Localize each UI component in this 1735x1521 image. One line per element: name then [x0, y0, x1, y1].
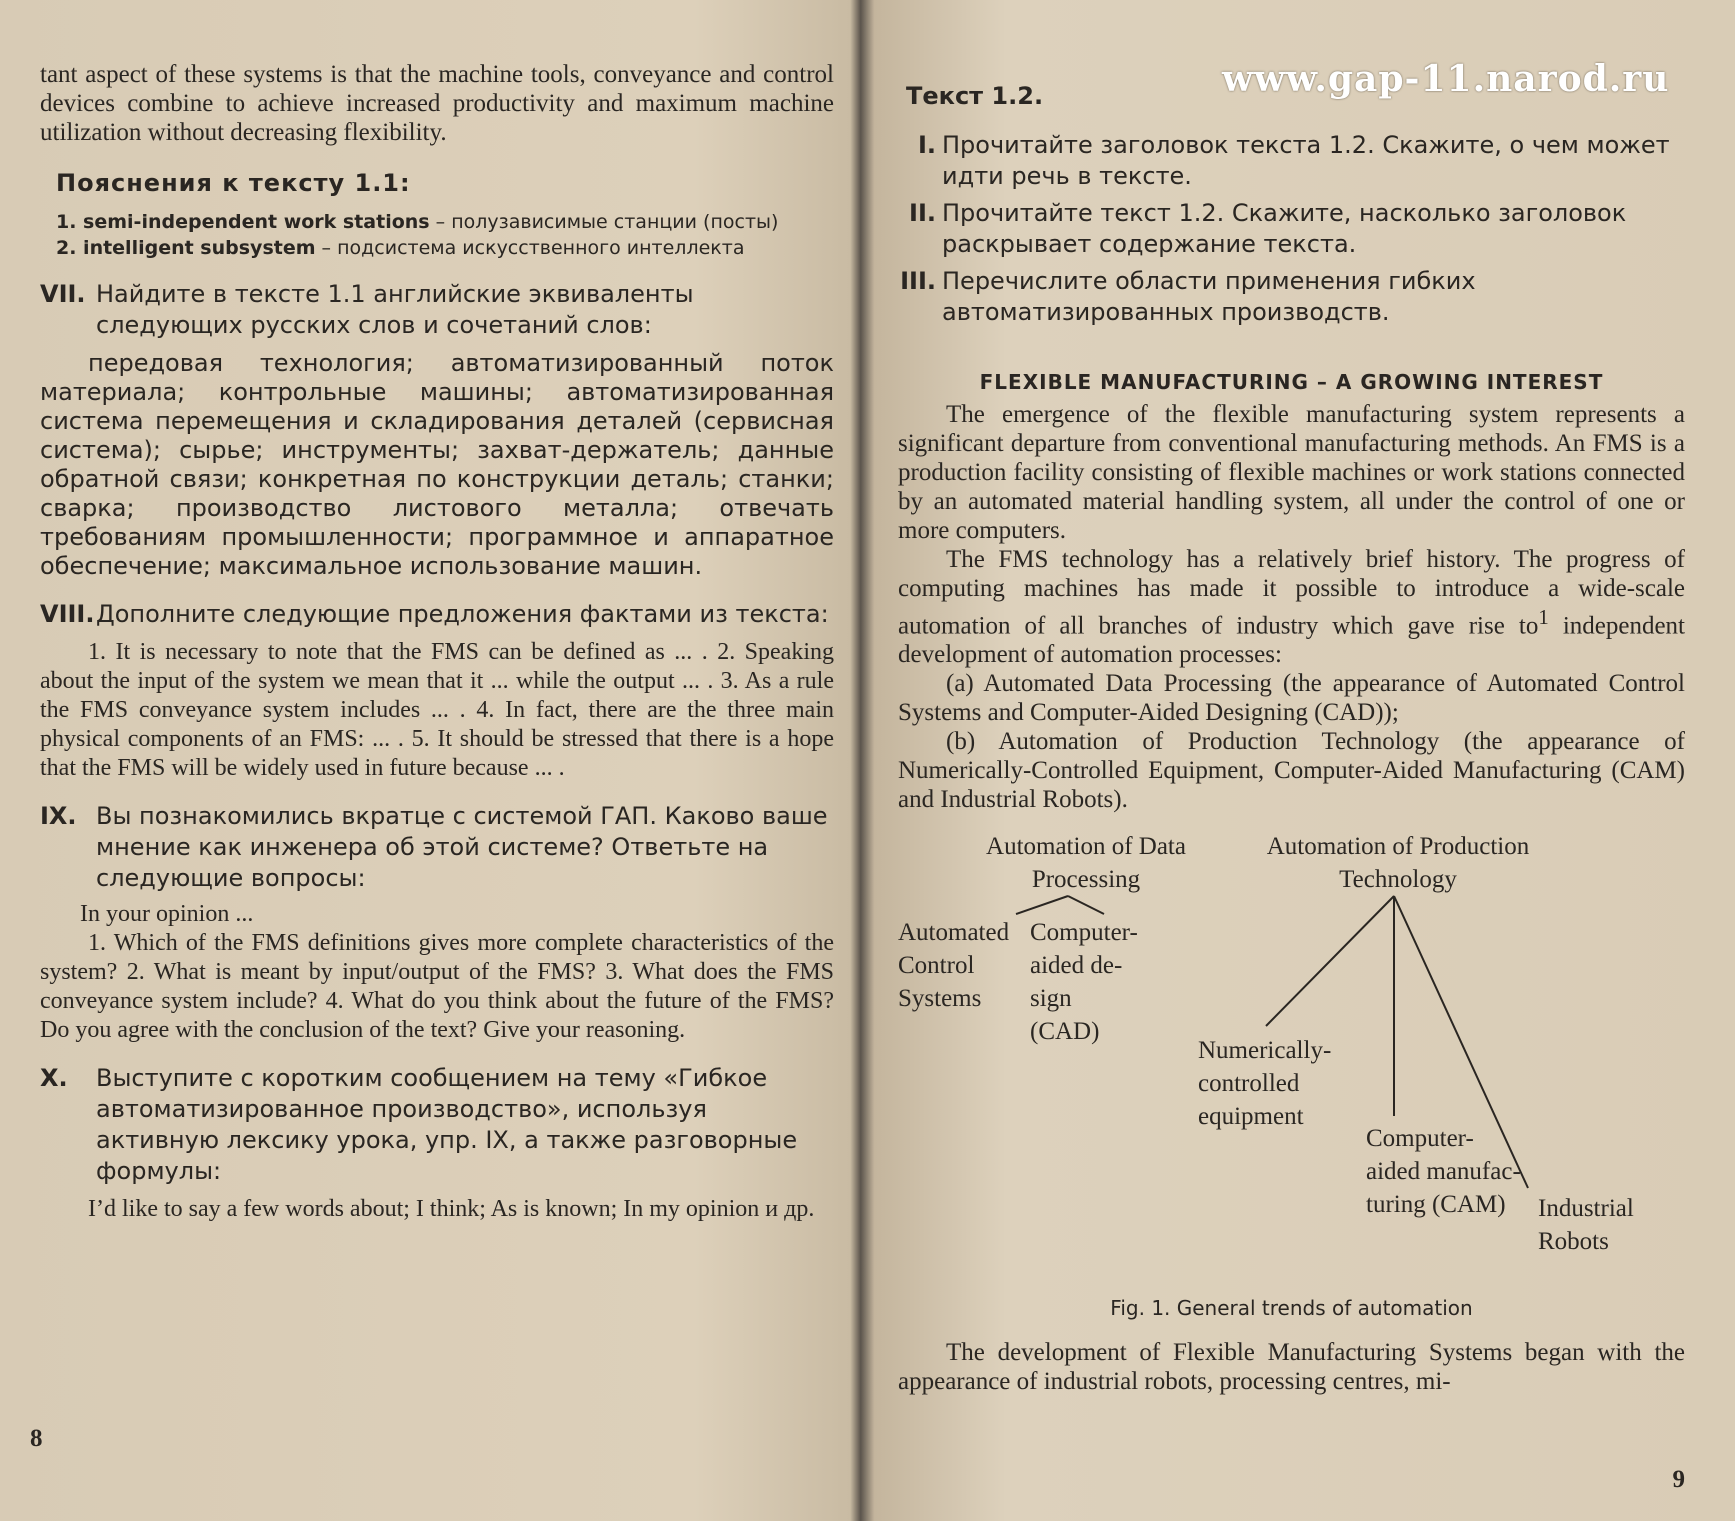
- paragraph-text: independent development of automation processes:: [898, 612, 1685, 669]
- node-automated-control-systems: [898, 916, 1009, 1015]
- node-data-processing: [936, 830, 1236, 896]
- node-text: turing (CAM): [1366, 1191, 1506, 1219]
- task-text: Прочитайте текст 1.2. Скажите, насколько заголовок раскрывает содержание текста.: [942, 199, 1627, 258]
- note-translation: – полузависимые станции (посты): [429, 211, 779, 233]
- article-paragraph-3: The development of Flexible Manufacturing Systems began with the appearance of industrial robots, processing centres, mi-: [898, 1339, 1685, 1396]
- exercise-8-body: 1. It is necessary to note that the FMS can be defined as ... . 2. Speaking about the input of the system we mean that it ... while the output ... . 3. As a rule the FMS conveyance system includes ... . 4. In fact, there are the three main physical components of an FMS: ... . 5. It should be stressed that there is a hope that the FMS will be widely used in future because ... .: [40, 639, 834, 781]
- node-text: Robots: [1538, 1228, 1609, 1256]
- task-text: Перечислите области применения гибких автоматизированных производств.: [942, 267, 1476, 326]
- task-number: II.: [909, 199, 936, 227]
- notes-list: [56, 209, 834, 261]
- node-numerically-controlled: [1198, 1034, 1331, 1133]
- figure-caption: Fig. 1. General trends of automation: [1110, 1296, 1473, 1321]
- node-text: Technology: [1339, 866, 1457, 894]
- note-item: [56, 235, 834, 261]
- automation-diagram: [898, 830, 1685, 1330]
- exercise-number: IX.: [40, 802, 77, 830]
- node-text: Automation of Data: [986, 833, 1186, 861]
- exercise-number: X.: [40, 1064, 68, 1092]
- node-text: Automated: [898, 919, 1010, 947]
- line-to-acs: [1016, 896, 1068, 914]
- node-cad: [1030, 916, 1138, 1048]
- page-number-left: 8: [30, 1425, 43, 1452]
- node-text: aided manufac-: [1366, 1158, 1521, 1186]
- exercise-9-title: [40, 801, 834, 894]
- node-text: Industrial: [1538, 1195, 1634, 1223]
- line-to-cad: [1068, 896, 1104, 914]
- task-text: Прочитайте заголовок текста 1.2. Скажите, о чем может идти речь в тексте.: [942, 131, 1670, 190]
- watermark-url: www.gap-11.narod.ru: [1222, 58, 1670, 100]
- note-term: 1. semi-independent work stations: [56, 211, 430, 233]
- note-item: [56, 209, 834, 235]
- task-item: [898, 198, 1685, 260]
- node-text: Systems: [898, 985, 982, 1013]
- note-translation: – подсистема искусственного интеллекта: [315, 237, 745, 259]
- notes-heading: Пояснения к тексту 1.1:: [56, 169, 411, 197]
- node-text: equipment: [1198, 1103, 1304, 1131]
- page-number-right: 9: [1672, 1466, 1685, 1493]
- node-text: Computer-: [1030, 919, 1138, 947]
- node-industrial-robots: [1538, 1192, 1634, 1258]
- article-item-a: (a) Automated Data Processing (the appearance of Automated Control Systems and Computer-Aided Designing (CAD));: [898, 670, 1685, 727]
- exercise-title-text: Дополните следующие предложения фактами из текста:: [96, 600, 829, 628]
- line-to-nce: [1266, 896, 1394, 1026]
- node-text: Processing: [1031, 866, 1141, 894]
- exercise-8-title: [40, 599, 834, 630]
- intro-paragraph: tant aspect of these systems is that the machine tools, conveyance and control devices combine to achieve increased productivity and maximum machine utilization without decreasing flexibility.: [40, 61, 834, 146]
- task-item: [898, 130, 1685, 192]
- exercise-title-text: Вы познакомились вкратце с системой ГАП. Каково ваше мнение как инженера об этой системе? Ответьте на следующие вопросы:: [96, 802, 828, 892]
- node-text: controlled: [1198, 1070, 1300, 1098]
- article-paragraph-1: The emergence of the flexible manufacturing system represents a significant departure from conventional manufacturing methods. An FMS is a production facility consisting of flexible machines or work stations connected by an automated material handling system, all under the control of one or more computers.: [898, 401, 1685, 544]
- node-text: Computer-: [1366, 1125, 1474, 1153]
- node-text: (CAD): [1030, 1018, 1100, 1046]
- node-text: Automation of Production: [1266, 833, 1530, 861]
- node-text: Numerically-: [1198, 1037, 1332, 1065]
- article-title: FLEXIBLE MANUFACTURING – A GROWING INTEREST: [979, 370, 1604, 394]
- node-cam: [1366, 1122, 1521, 1221]
- exercise-title-text: Выступите с коротким сообщением на тему «Гибкое автоматизированное производство», используя активную лексику урока, упр. IX, а также разговорные формулы:: [96, 1064, 798, 1185]
- exercise-7-body: передовая технология; автоматизированный поток материала; контрольные машины; автоматизированная система перемещения и складирования деталей (сервисная система); сырье; инструменты; захват-держатель; данные обратной связи; конкретная по конструкции деталь; станки; сварка; производство листового металла; отвечать требованиям промышленности; программное и аппаратное обеспечение; максимальное использование машин.: [40, 349, 834, 580]
- node-text: Control: [898, 952, 975, 980]
- footnote-marker: 1: [1538, 605, 1549, 629]
- text-title: Текст 1.2.: [906, 82, 1044, 110]
- node-text: sign: [1030, 985, 1072, 1013]
- task-item: [898, 266, 1685, 328]
- exercise-7-title: [40, 279, 834, 341]
- node-production-technology: [1228, 830, 1568, 896]
- paragraph-text: The FMS technology has a relatively brief history. The progress of computing machines has made it possible to introduce a wide-scale automation of all branches of industry which gave rise to: [898, 546, 1685, 640]
- exercise-number: VIII.: [40, 600, 95, 628]
- exercise-title-text: Найдите в тексте 1.1 английские эквиваленты следующих русских слов и сочетаний слов:: [96, 280, 694, 339]
- article-paragraph-2: [898, 545, 1685, 669]
- article-item-b: (b) Automation of Production Technology (the appearance of Numerically-Controlled Equipment, Computer-Aided Manufacturing (CAM) and Industrial Robots).: [898, 728, 1685, 814]
- left-page: [0, 0, 858, 1521]
- task-number: I.: [917, 131, 936, 159]
- exercise-10-title: [40, 1063, 834, 1187]
- exercise-9-body: 1. Which of the FMS definitions gives more complete characteristics of the system? 2. What is meant by input/output of the FMS? 3. What does the FMS conveyance system include? 4. What do you think about the future of the FMS? Do you agree with the conclusion of the text? Give your reasoning.: [40, 930, 834, 1043]
- exercise-9-opinion: In your opinion ...: [80, 901, 254, 927]
- exercise-number: VII.: [40, 280, 86, 308]
- node-text: aided de-: [1030, 952, 1123, 980]
- exercise-10-body: I’d like to say a few words about; I think; As is known; In my opinion и др.: [88, 1196, 815, 1222]
- right-page: [872, 0, 1735, 1521]
- task-number: III.: [900, 267, 936, 295]
- note-term: 2. intelligent subsystem: [56, 237, 316, 259]
